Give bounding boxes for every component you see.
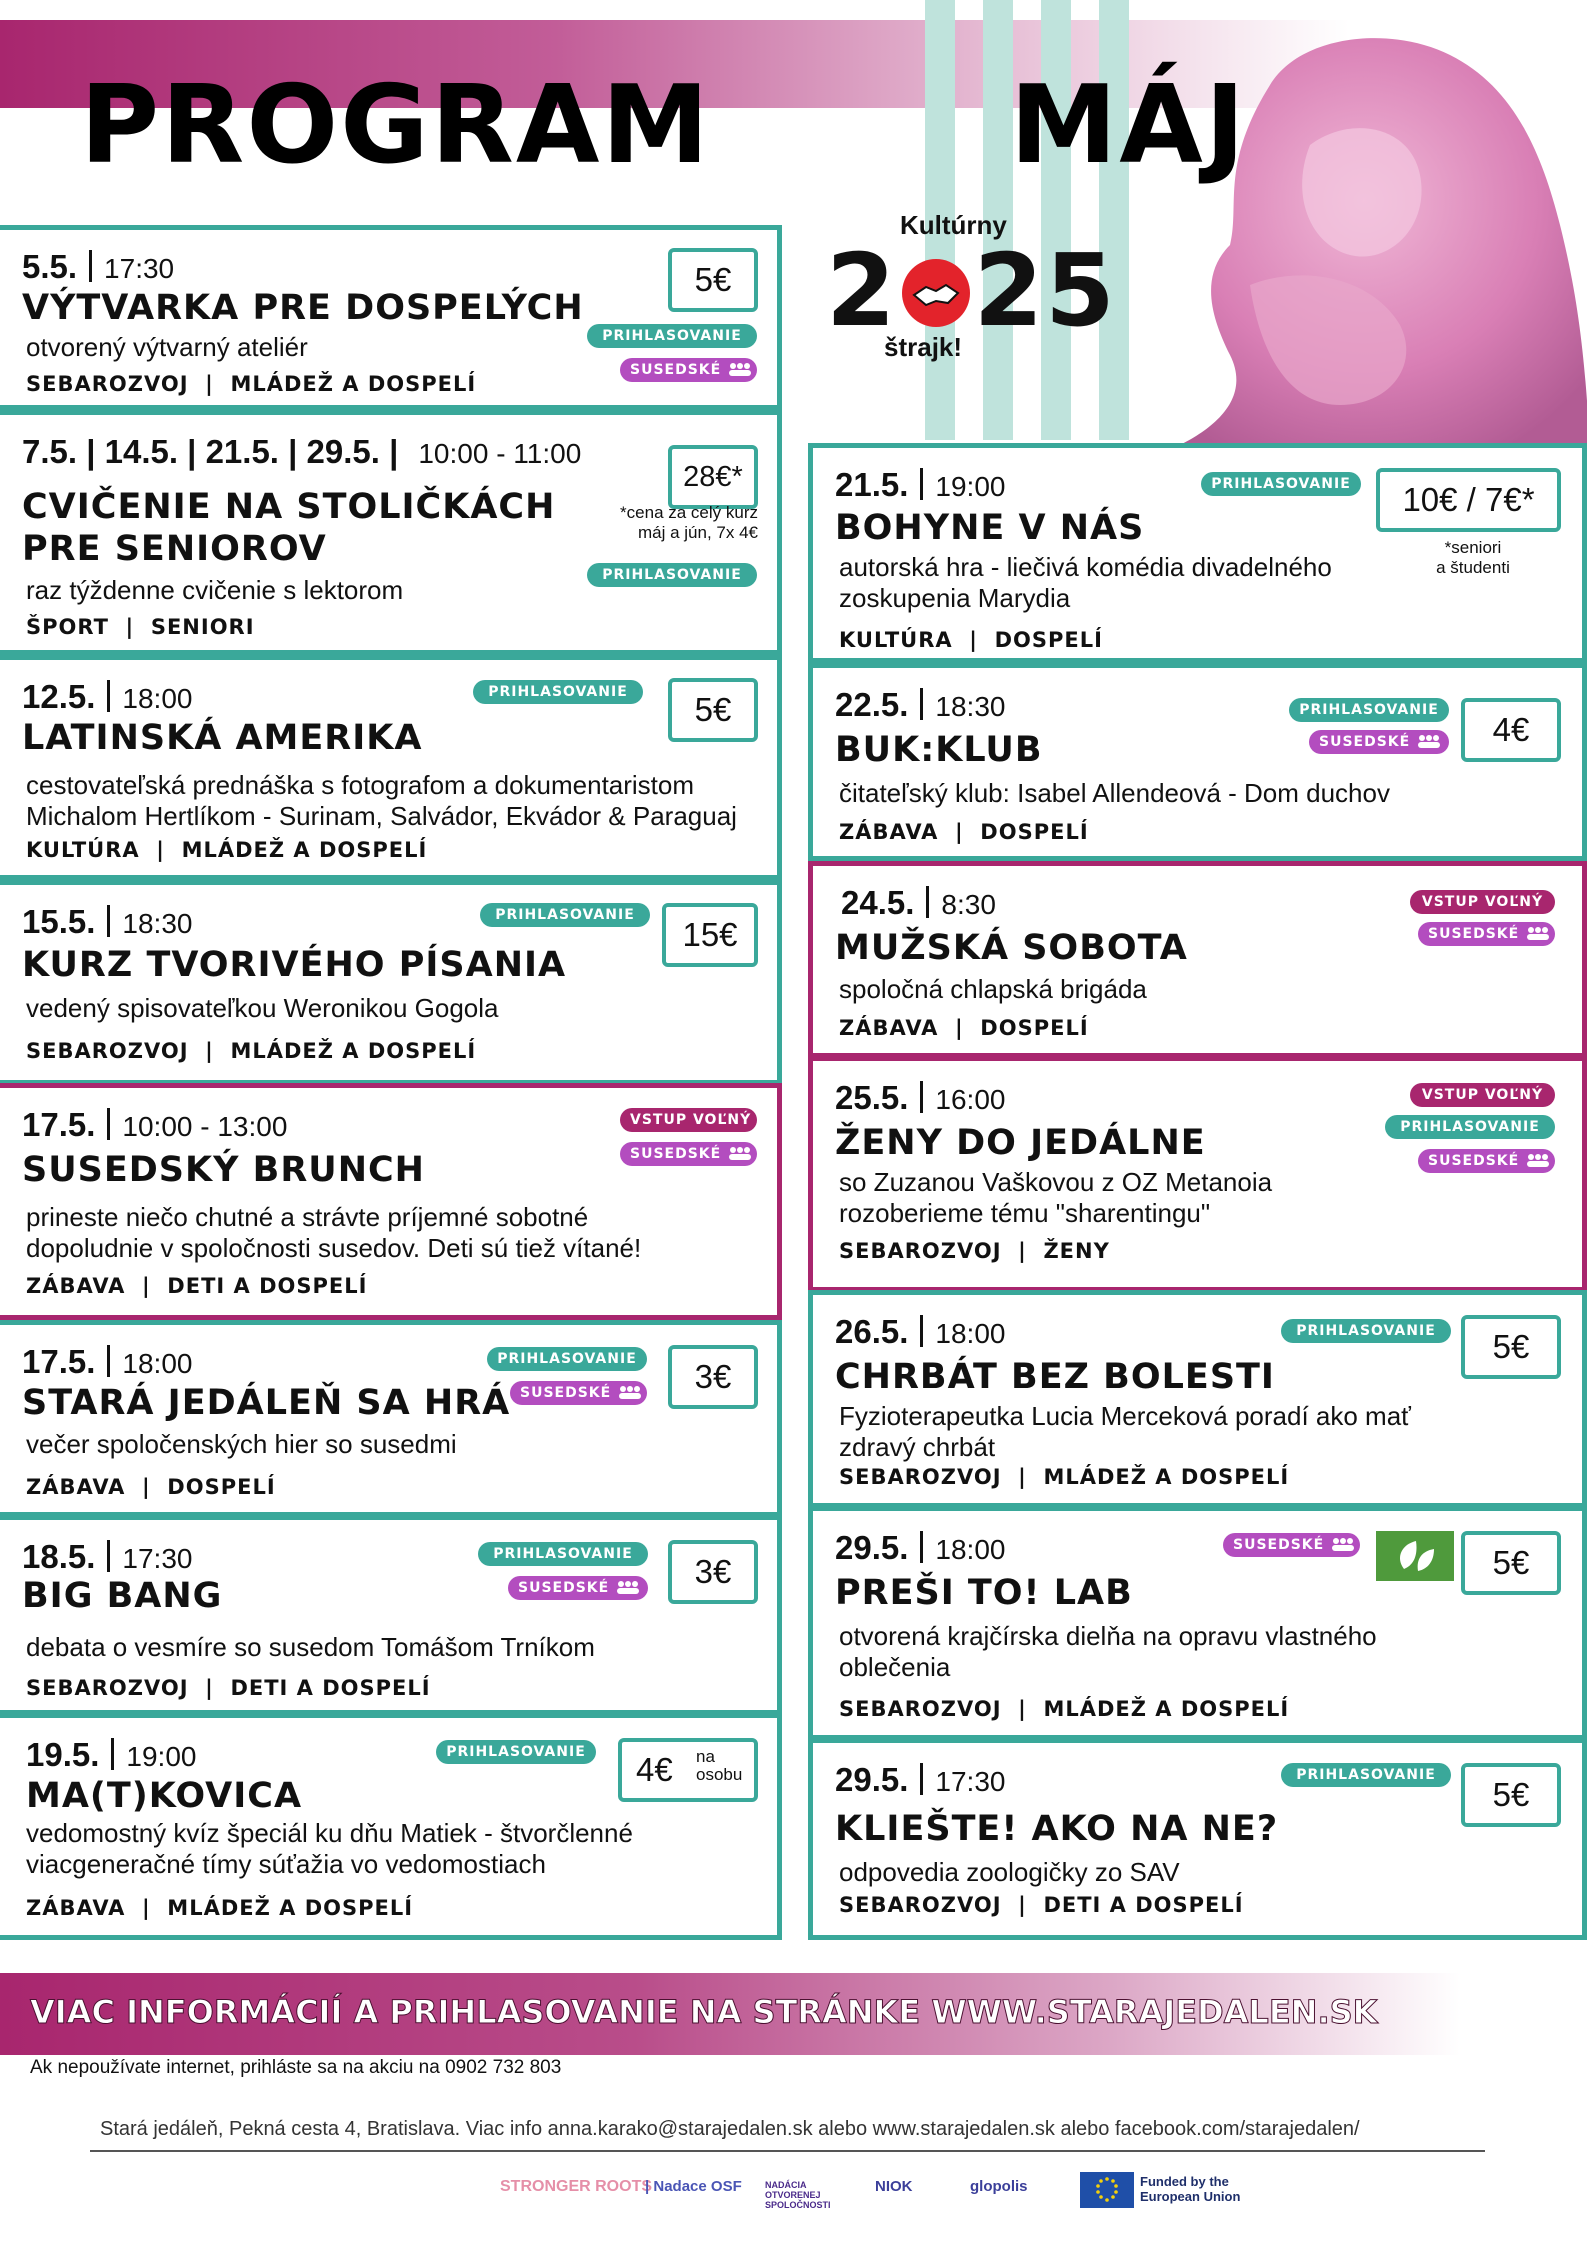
price-box: 5€ [1461, 1763, 1561, 1827]
event-tags: SEBAROZVOJ | MLÁDEŽ A DOSPELÍ [839, 1697, 1290, 1721]
sponsor-eu: Funded by the European Union [1140, 2174, 1241, 2204]
sponsor-niok: NIOK [875, 2178, 913, 2195]
price-box: 10€ / 7€* [1376, 468, 1561, 532]
registration-badge: PRIHLASOVANIE [1281, 1319, 1451, 1343]
registration-badge: PRIHLASOVANIE [587, 563, 757, 587]
event-date: 21.5. 19:00 [835, 466, 1006, 503]
info-banner-text[interactable]: VIAC INFORMÁCIÍ A PRIHLASOVANIE NA STRÁNKE WWW.STARAJEDALEN.SK [30, 1993, 1378, 2031]
event-tags: ZÁBAVA | DOSPELÍ [26, 1475, 276, 1499]
event-card [808, 1056, 1587, 1292]
event-card [0, 1515, 782, 1715]
event-title: CHRBÁT BEZ BOLESTI [835, 1357, 1275, 1397]
event-card [0, 225, 782, 410]
event-card [808, 1506, 1587, 1740]
sponsor-logos [500, 2166, 1300, 2216]
free-entry-badge: VSTUP VOĽNÝ [1410, 1083, 1555, 1107]
price-box: 3€ [668, 1345, 758, 1409]
event-date: 24.5. 8:30 [841, 884, 996, 921]
event-card [808, 1290, 1587, 1508]
event-title: BUK:KLUB [835, 730, 1043, 770]
event-title: PREŠI TO! LAB [835, 1573, 1133, 1613]
contact-info: Stará jedáleň, Pekná cesta 4, Bratislava. Viac info anna.karako@starajedalen.sk alebo www.starajedalen.sk alebo facebook.com/starajedalen/ [100, 2118, 1360, 2140]
price-box: 5€ [1461, 1315, 1561, 1379]
event-description: cestovateľská prednáška s fotografom a dokumentaristom Michalom Hertlíkom - Surinam, Salvádor, Ekvádor & Paraguaj [26, 770, 737, 831]
neighbours-badge: SUSEDSKÉ [508, 1576, 648, 1600]
event-tags: ZÁBAVA | DOSPELÍ [839, 820, 1089, 844]
event-title: MUŽSKÁ SOBOTA [835, 928, 1188, 968]
price-note: *cena za celý kurz máj a jún, 7x 4€ [620, 503, 758, 542]
event-date: 17.5. 18:00 [22, 1343, 193, 1380]
event-tags: SEBAROZVOJ | MLÁDEŽ A DOSPELÍ [26, 372, 477, 396]
event-description: raz týždenne cvičenie s lektorom [26, 575, 404, 605]
event-card [0, 1713, 782, 1940]
leaf-icon [1376, 1531, 1454, 1581]
event-description: čitateľský klub: Isabel Allendeová - Dom duchov [839, 778, 1390, 808]
event-tags: ZÁBAVA | DOSPELÍ [839, 1016, 1089, 1040]
event-date: 18.5. 17:30 [22, 1538, 193, 1575]
event-card [808, 1738, 1587, 1940]
registration-badge: PRIHLASOVANIE [487, 1347, 647, 1371]
event-description: vedený spisovateľkou Weronikou Gogola [26, 993, 499, 1023]
event-title: BOHYNE V NÁS [835, 508, 1145, 548]
event-title: CVIČENIE NA STOLIČKÁCH [22, 487, 556, 527]
neighbours-badge: SUSEDSKÉ [1309, 730, 1449, 754]
sponsor-glopolis: glopolis [970, 2178, 1028, 2195]
event-tags: KULTÚRA | MLÁDEŽ A DOSPELÍ [26, 838, 428, 862]
event-title: MA(T)KOVICA [26, 1776, 303, 1816]
logo-year: 2 25 [826, 232, 1117, 349]
people-icon [1525, 926, 1551, 940]
event-description: večer spoločenských hier so susedmi [26, 1429, 457, 1459]
event-description: debata o vesmíre so susedom Tomášom Trníkom [26, 1632, 595, 1662]
registration-badge: PRIHLASOVANIE [1201, 472, 1361, 496]
event-date: 5.5. 17:30 [22, 248, 175, 285]
event-tags: SEBAROZVOJ | MLÁDEŽ A DOSPELÍ [26, 1039, 477, 1063]
event-description: spoločná chlapská brigáda [839, 974, 1147, 1004]
footer-divider [90, 2150, 1485, 2152]
neighbours-badge: SUSEDSKÉ [620, 1142, 757, 1166]
price-box: 3€ [668, 1540, 758, 1604]
price-box: 5€ [668, 678, 758, 742]
price-box: 15€ [662, 903, 758, 967]
event-card [0, 880, 782, 1085]
price-box: 5€ [668, 248, 758, 312]
event-tags: ZÁBAVA | MLÁDEŽ A DOSPELÍ [26, 1896, 414, 1920]
event-card [0, 1320, 782, 1517]
event-description: Fyzioterapeutka Lucia Merceková poradí ako mať zdravý chrbát [839, 1401, 1411, 1462]
registration-badge: PRIHLASOVANIE [1289, 698, 1449, 722]
event-card [0, 655, 782, 880]
neighbours-badge: SUSEDSKÉ [620, 358, 757, 382]
event-card [0, 1083, 782, 1320]
event-title: KURZ TVORIVÉHO PÍSANIA [22, 945, 567, 985]
price-box: 4€ [1461, 698, 1561, 762]
people-icon [727, 362, 753, 376]
people-icon [1525, 1153, 1551, 1167]
event-date: 19.5. 19:00 [26, 1736, 197, 1773]
price-box: 5€ [1461, 1531, 1561, 1595]
registration-badge: PRIHLASOVANIE [587, 324, 757, 348]
event-tags: SEBAROZVOJ | DETI A DOSPELÍ [26, 1676, 431, 1700]
event-title: VÝTVARKA PRE DOSPELÝCH [22, 288, 584, 328]
price-box: 28€* [668, 445, 758, 509]
event-title: STARÁ JEDÁLEŇ SA HRÁ [22, 1383, 511, 1423]
people-icon [727, 1146, 753, 1160]
neighbours-badge: SUSEDSKÉ [1418, 1149, 1555, 1173]
event-tags: SEBAROZVOJ | DETI A DOSPELÍ [839, 1893, 1244, 1917]
price-box: 4€ na osobu [618, 1738, 758, 1802]
event-tags: SEBAROZVOJ | ŽENY [839, 1239, 1110, 1263]
event-date: 15.5. 18:30 [22, 903, 193, 940]
price-note: *seniori a študenti [1436, 538, 1510, 577]
event-description: otvorený výtvarný ateliér [26, 332, 308, 362]
registration-badge: PRIHLASOVANIE [436, 1740, 596, 1764]
people-icon [615, 1580, 641, 1594]
kulturny-strajk-logo [820, 212, 1170, 362]
logo-bottom-text: štrajk! [884, 332, 963, 362]
event-date: 25.5. 16:00 [835, 1079, 1006, 1116]
event-card [808, 861, 1587, 1058]
event-tags: ŠPORT | SENIORI [26, 615, 255, 639]
sponsor-nos: NADÁCIA OTVORENEJ SPOLOČNOSTI [765, 2180, 831, 2210]
people-icon [1330, 1537, 1356, 1551]
sponsor-stronger-roots: STRONGER ROOTS [500, 2178, 653, 2195]
registration-badge: PRIHLASOVANIE [473, 680, 643, 704]
people-icon [617, 1385, 643, 1399]
event-tags: SEBAROZVOJ | MLÁDEŽ A DOSPELÍ [839, 1465, 1290, 1489]
event-title: ŽENY DO JEDÁLNE [835, 1123, 1206, 1163]
event-title: PRE SENIOROV [22, 529, 327, 569]
event-card [0, 410, 782, 655]
neighbours-badge: SUSEDSKÉ [1223, 1533, 1360, 1557]
people-icon [1416, 734, 1442, 748]
free-entry-badge: VSTUP VOĽNÝ [1410, 890, 1555, 914]
event-title: SUSEDSKÝ BRUNCH [22, 1150, 425, 1190]
handshake-icon [900, 257, 972, 329]
event-card [808, 663, 1587, 861]
event-card [808, 443, 1587, 663]
event-description: vedomostný kvíz špeciál ku dňu Matiek - štvorčlenné viacgeneračné tímy súťažia vo vedomostiach [26, 1818, 633, 1879]
event-description: so Zuzanou Vaškovou z OZ Metanoia rozoberieme tému "sharentingu" [839, 1167, 1273, 1228]
logo-top-text: Kultúrny [900, 210, 1007, 240]
eu-flag-icon [1080, 2172, 1134, 2208]
event-date: 22.5. 18:30 [835, 686, 1006, 723]
event-date: 12.5. 18:00 [22, 678, 193, 715]
registration-badge: PRIHLASOVANIE [1281, 1763, 1451, 1787]
registration-badge: PRIHLASOVANIE [480, 903, 650, 927]
sculpture-image [1160, 25, 1587, 445]
event-date: 17.5. 10:00 - 13:00 [22, 1106, 288, 1143]
event-description: odpovedia zoologičky zo SAV [839, 1857, 1180, 1887]
event-title: LATINSKÁ AMERIKA [22, 718, 423, 758]
sponsor-nadace-osf: | Nadace OSF [645, 2178, 742, 2195]
event-description: autorská hra - liečivá komédia divadelného zoskupenia Marydia [839, 552, 1332, 613]
event-tags: ZÁBAVA | DETI A DOSPELÍ [26, 1274, 368, 1298]
event-date: 29.5. 17:30 [835, 1761, 1006, 1798]
page-title: PROGRAM MÁJ [80, 63, 1248, 188]
free-entry-badge: VSTUP VOĽNÝ [620, 1108, 757, 1132]
event-date: 7.5. | 14.5. | 21.5. | 29.5. | 10:00 - 11:00 [22, 433, 582, 470]
event-date: 29.5. 18:00 [835, 1529, 1006, 1566]
neighbours-badge: SUSEDSKÉ [510, 1381, 647, 1405]
event-title: KLIEŠTE! AKO NA NE? [835, 1809, 1279, 1849]
registration-badge: PRIHLASOVANIE [478, 1542, 648, 1566]
phone-info: Ak nepoužívate internet, prihláste sa na akciu na 0902 732 803 [30, 2057, 562, 2078]
event-description: prineste niečo chutné a strávte príjemné sobotné dopoludnie v spoločnosti susedov. Deti sú tiež vítané! [26, 1202, 642, 1263]
event-title: BIG BANG [22, 1576, 223, 1616]
registration-badge: PRIHLASOVANIE [1385, 1115, 1555, 1139]
neighbours-badge: SUSEDSKÉ [1418, 922, 1555, 946]
event-description: otvorená krajčírska dielňa na opravu vlastného oblečenia [839, 1621, 1377, 1682]
event-date: 26.5. 18:00 [835, 1313, 1006, 1350]
event-tags: KULTÚRA | DOSPELÍ [839, 628, 1103, 652]
